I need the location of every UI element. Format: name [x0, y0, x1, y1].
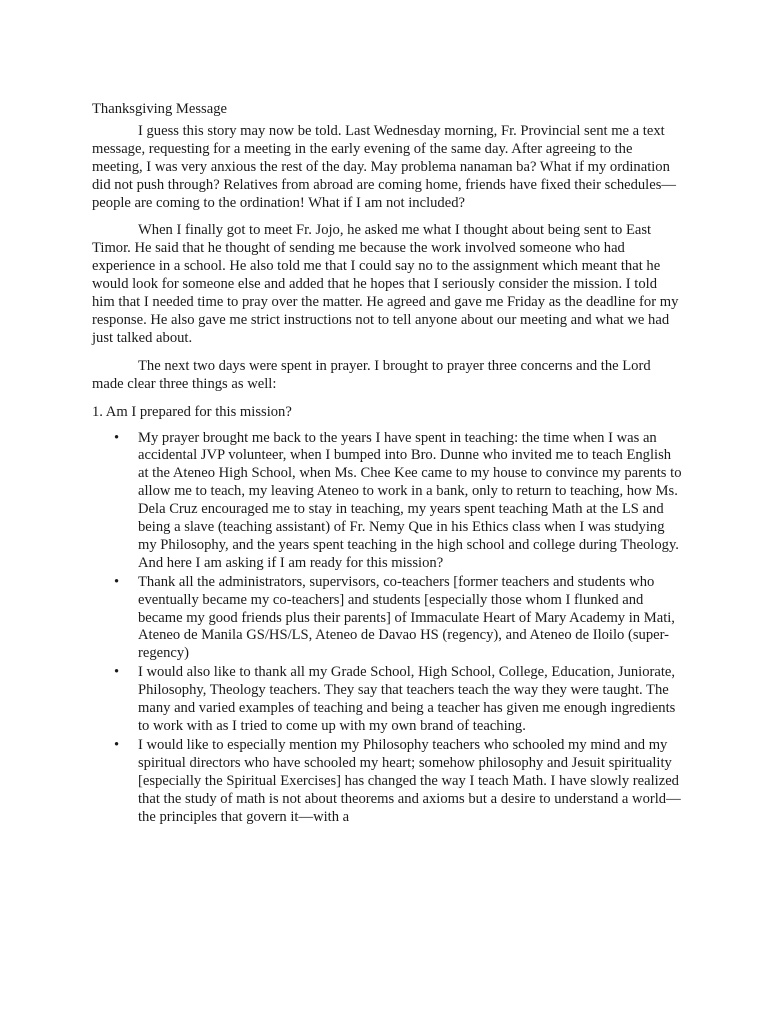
list-item	[114, 573, 682, 664]
bullet-icon: •	[114, 429, 120, 446]
document-title: Thanksgiving Message	[92, 101, 227, 117]
list-item-text: I would also like to thank all my Grade School, High School, College, Education, Juniorate, Philosophy, Theology teachers. They say that teachers teach the way they were taught. The many and varied examples of teaching and being a teacher has given me enough ingredients to work with as I tried to come up with my own brand of teaching.	[138, 664, 676, 734]
bullet-icon: •	[114, 664, 120, 681]
paragraph-ordination-story: I guess this story may now be told. Last Wednesday morning, Fr. Provincial sent me a text message, requesting for a meeting in the early evening of the same day. After agreeing to the meeting, I was very anxious the rest of the day. May problema nanaman ba? What if my ordination did not push through? Relatives from abroad are coming home, friends have fixed their schedules—people are coming to the ordination! What if I am not included?	[92, 122, 676, 211]
numbered-item-prepared: 1. Am I prepared for this mission?	[92, 403, 292, 420]
bullet-list	[92, 430, 682, 827]
list-item	[114, 429, 682, 573]
paragraph-prayer-concerns: The next two days were spent in prayer. I brought to prayer three concerns and the Lord made clear three things as well:	[92, 357, 651, 392]
list-item	[114, 664, 682, 736]
list-item-text: My prayer brought me back to the years I have spent in teaching: the time when I was an accidental JVP volunteer, when I bumped into Bro. Dunne who invited me to teach English at the Ateneo High School, when Ms. Chee Kee came to my house to convince my parents to allow me to teach, my leaving Ateneo to work in a bank, only to return to teaching, how Ms. Dela Cruz encouraged me to stay in teaching, my years spent teaching Math at the LS and being a slave (teaching assistant) of Fr. Nemy Que in his Ethics class when I was studying my Philosophy, and the years spent teaching in the high school and college during Theology. And here I am asking if I am ready for this mission?	[138, 429, 682, 571]
list-item	[114, 736, 682, 827]
list-item-text: I would like to especially mention my Philosophy teachers who schooled my mind and my spiritual directors who have schooled my heart; somehow philosophy and Jesuit spirituality [especially the Spiritual Exercises] has changed the way I teach Math. I have slowly realized that the study of math is not about theorems and axioms but a desire to understand a world—the principles that govern it—with a	[138, 736, 681, 825]
list-item-text: Thank all the administrators, supervisors, co-teachers [former teachers and students who eventually became my co-teachers] and students [especially those whom I flunked and became my good friends plus their parents] of Immaculate Heart of Mary Academy in Mati, Ateneo de Manila GS/HS/LS, Ateneo de Davao HS (regency), and Ateneo de Iloilo (super-regency)	[138, 573, 675, 662]
bullet-icon: •	[114, 736, 120, 753]
bullet-icon: •	[114, 573, 120, 590]
document-page	[92, 101, 682, 827]
paragraph-meeting-fr-jojo: When I finally got to meet Fr. Jojo, he asked me what I thought about being sent to East Timor. He said that he thought of sending me because the work involved someone who had experience in a school. He also told me that I could say no to the assignment which meant that he would look for someone else and added that he hopes that I seriously consider the mission. I told him that I needed time to pray over the matter. He agreed and gave me Friday as the deadline for my response. He also gave me strict instructions not to tell anyone about our meeting and what we had just talked about.	[92, 222, 679, 346]
